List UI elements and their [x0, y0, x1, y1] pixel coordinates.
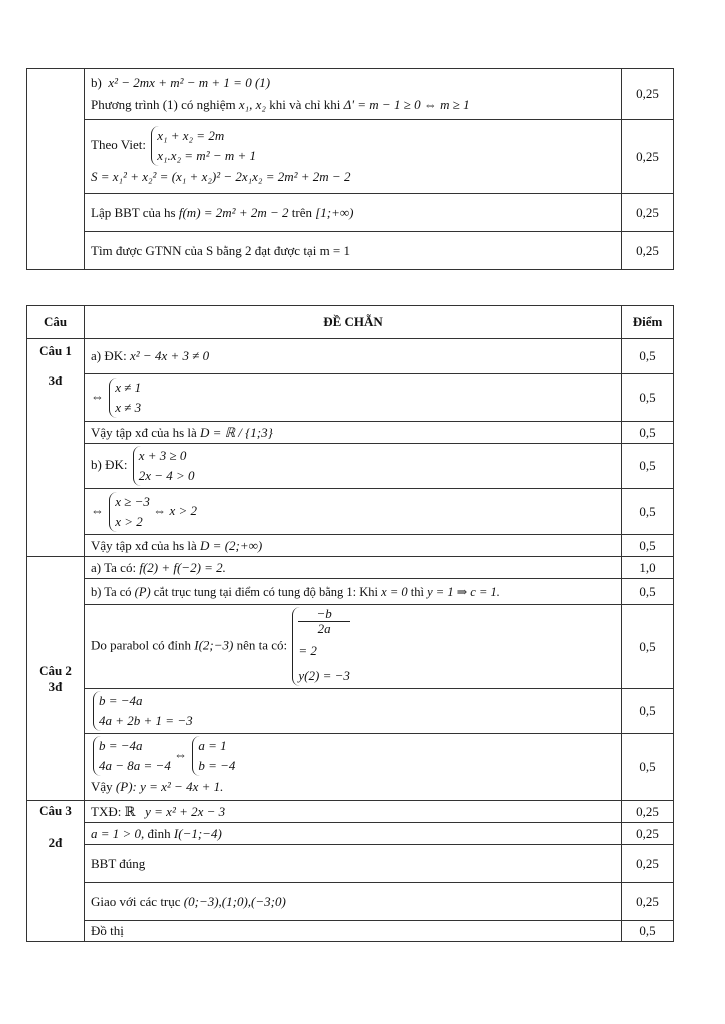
equivalence-symbol: ⇔: [174, 746, 188, 762]
header-cau: Câu: [27, 306, 85, 339]
math: S = x₁² + x₂² = (x₁ + x₂)² − 2x₁x₂ = 2m² + 2m − 2: [91, 168, 351, 184]
answer-cell: [85, 489, 622, 535]
question-points: 3đ: [48, 373, 63, 388]
text: TXĐ: ℝ: [91, 803, 136, 819]
numerator: −b: [298, 607, 349, 622]
answer-cell: [85, 374, 622, 422]
text: Vậy tập xđ của hs là: [91, 424, 197, 440]
question-label: [27, 801, 85, 942]
math: ⇔ x > 2: [153, 502, 197, 518]
table-row: [27, 734, 674, 801]
header-title: ĐỀ CHẴN: [85, 306, 622, 339]
equation-system: [93, 691, 193, 731]
table-row: [27, 69, 674, 120]
answer-cell: [85, 194, 622, 232]
fraction-line: [298, 607, 349, 666]
score-cell: 0,25: [622, 883, 674, 921]
table-row: [27, 232, 674, 270]
math: Δ' = m − 1 ≥ 0 ⇔ m ≥ 1: [343, 97, 470, 112]
answer-cell: [85, 422, 622, 444]
math: (P): y = x² − 4x + 1.: [115, 779, 224, 794]
answer-cell: [85, 69, 622, 120]
answer-cell: [85, 579, 622, 605]
math: 2x − 4 > 0: [138, 468, 195, 483]
table-row: [27, 801, 674, 823]
text: , đỉnh: [141, 825, 171, 841]
math: b = −4: [198, 758, 236, 773]
math: 4a − 8a = −4: [99, 758, 171, 773]
table-row: [27, 689, 674, 734]
question-number: Câu 3: [39, 803, 72, 818]
equivalence-symbol: ⇔: [91, 388, 104, 404]
answer-cell: Tìm được GTNN của S bằng 2 đạt được tại m = 1: [85, 232, 622, 270]
math: I(2;−3): [194, 637, 234, 653]
math: (P): [134, 584, 151, 599]
text: cắt trục tung tại điểm có tung độ bằng 1: Khi: [153, 584, 379, 599]
table-row: [27, 120, 674, 194]
equation-system: [93, 736, 171, 776]
math: f(m) = 2m² + 2m − 2: [178, 204, 289, 220]
math: f(2) + f(−2) = 2.: [139, 559, 226, 575]
answer-cell: [85, 734, 622, 801]
math: x₁.x₂ = m² − m + 1: [157, 147, 257, 163]
score-cell: 0,25: [622, 232, 674, 270]
score-cell: 0,5: [622, 489, 674, 535]
equivalence-symbol: ⇔: [91, 502, 104, 518]
text: khi và chỉ khi: [269, 97, 341, 112]
score-cell: 0,25: [622, 194, 674, 232]
score-cell: 0,5: [622, 734, 674, 801]
text: b) Ta có: [91, 584, 132, 599]
table-row: [27, 339, 674, 374]
math: 4a + 2b + 1 = −3: [99, 713, 193, 728]
table-row: [27, 845, 674, 883]
math: I(−1;−4): [173, 825, 222, 841]
score-cell: 0,5: [622, 374, 674, 422]
question-label: [27, 557, 85, 801]
answer-cell: BBT đúng: [85, 845, 622, 883]
answer-table-part-2: [26, 305, 674, 942]
text: nên ta có:: [236, 637, 288, 653]
score-cell: 0,5: [622, 339, 674, 374]
text: Phương trình (1) có nghiệm: [91, 97, 236, 112]
equation-system: [151, 126, 256, 166]
score-cell: 0,5: [622, 689, 674, 734]
answer-cell: [85, 535, 622, 557]
text: Vậy tập xđ của hs là: [91, 537, 197, 553]
text: Do parabol có đỉnh: [91, 637, 192, 653]
table-row: [27, 194, 674, 232]
score-cell: 0,25: [622, 120, 674, 194]
math: b = −4a: [99, 738, 143, 753]
answer-cell: Đồ thị: [85, 921, 622, 942]
answer-cell: [85, 823, 622, 845]
table-row: [27, 444, 674, 489]
equation-system: [109, 378, 141, 418]
part-label: b): [91, 75, 102, 90]
math: y(2) = −3: [298, 668, 350, 683]
math: x ≠ 1: [115, 379, 142, 395]
score-cell: 0,5: [622, 444, 674, 489]
table-row: [27, 535, 674, 557]
math: D = (2;+∞): [200, 537, 263, 553]
table-row: [27, 823, 674, 845]
equation-system: [292, 607, 349, 686]
question-points: 3đ: [48, 678, 63, 694]
math: x ≠ 3: [115, 399, 142, 415]
answer-cell: [85, 444, 622, 489]
math: b = −4a: [99, 693, 143, 708]
math: D = ℝ / {1;3}: [200, 424, 273, 440]
equation-system: [109, 492, 150, 532]
math: (0;−3),(1;0),(−3;0): [183, 893, 286, 909]
score-cell: 0,25: [622, 69, 674, 120]
table-row: [27, 557, 674, 579]
answer-cell: [85, 120, 622, 194]
score-cell: 0,5: [622, 921, 674, 942]
math: x ≥ −3: [115, 493, 150, 509]
math: x + 3 ≥ 0: [138, 448, 187, 463]
math: y = 1 ⇒ c = 1.: [427, 584, 500, 599]
math: x = 0: [381, 584, 408, 599]
math: y = x² + 2x − 3: [145, 803, 226, 819]
header-diem: Điểm: [622, 306, 674, 339]
answer-cell: [85, 557, 622, 579]
table-row: [27, 489, 674, 535]
text: a) ĐK:: [91, 348, 127, 363]
equation-system: [192, 736, 235, 776]
question-points: 2đ: [48, 835, 63, 850]
text: Lập BBT của hs: [91, 204, 176, 220]
table-row: [27, 921, 674, 942]
question-label: [27, 339, 85, 557]
equation: x² − 2mx + m² − m + 1 = 0 (1): [108, 75, 271, 90]
score-cell: 0,5: [622, 579, 674, 605]
math: = 2: [298, 643, 317, 658]
answer-table-part-1: [26, 68, 674, 270]
table-row: [27, 374, 674, 422]
math: x > 2: [115, 513, 143, 529]
score-cell: 0,5: [622, 605, 674, 689]
question-number: Câu 2: [39, 662, 72, 678]
score-cell: 0,25: [622, 823, 674, 845]
fraction: [298, 607, 349, 636]
score-cell: 0,25: [622, 801, 674, 823]
table-row: [27, 605, 674, 689]
math: [1;+∞): [315, 204, 354, 220]
table-row: [27, 422, 674, 444]
answer-cell: [85, 883, 622, 921]
text: b) ĐK:: [91, 456, 128, 472]
equation-system: [133, 446, 195, 486]
answer-cell: [85, 339, 622, 374]
empty-cell: [27, 69, 85, 270]
score-cell: 0,5: [622, 535, 674, 557]
math: a = 1: [198, 738, 227, 753]
table-row: [27, 883, 674, 921]
score-cell: 0,25: [622, 845, 674, 883]
text: trên: [291, 204, 312, 220]
text: Giao với các trục: [91, 893, 181, 909]
table-row: [27, 579, 674, 605]
text: a) Ta có:: [91, 559, 137, 575]
math: x² − 4x + 3 ≠ 0: [130, 348, 210, 363]
question-number: Câu 1: [39, 343, 72, 358]
score-cell: 0,5: [622, 422, 674, 444]
text: thì: [410, 584, 424, 599]
math: a = 1 > 0: [91, 825, 142, 841]
math: x₁ + x₂ = 2m: [157, 127, 225, 143]
answer-cell: [85, 689, 622, 734]
score-cell: 1,0: [622, 557, 674, 579]
answer-cell: [85, 801, 622, 823]
math: x₁, x₂: [238, 97, 266, 112]
text: Vậy: [91, 779, 113, 794]
table-header: [27, 306, 674, 339]
answer-cell: [85, 605, 622, 689]
text: Theo Viet:: [91, 136, 146, 152]
denominator: 2a: [317, 621, 331, 636]
